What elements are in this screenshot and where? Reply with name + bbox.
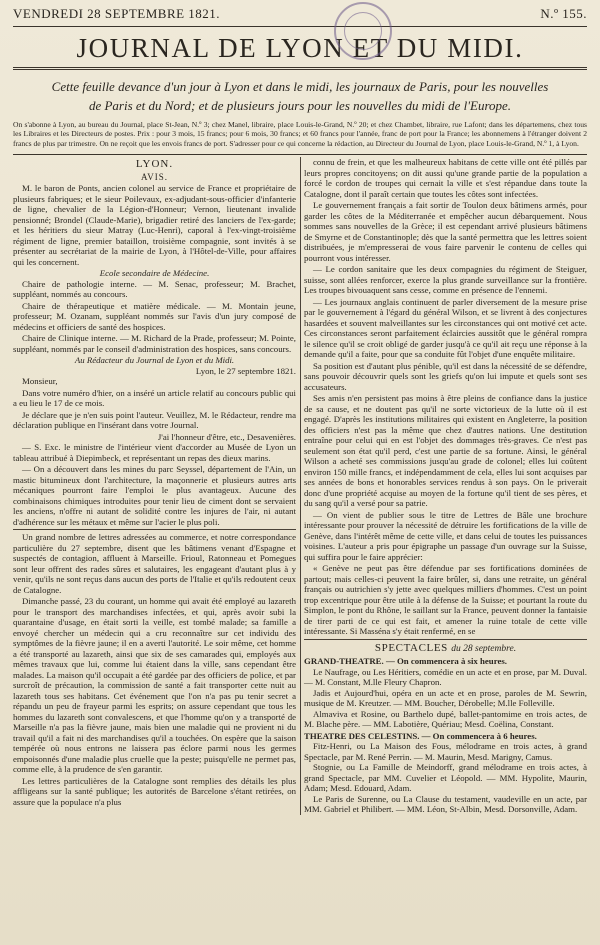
- issue-line: [13, 6, 587, 24]
- tagline-line-2: de Paris et du Nord; et de plusieurs jours pour les nouvelles du midi de l'Europe.: [88, 98, 512, 113]
- letter-dateline: Lyon, le 27 septembre 1821.: [195, 365, 296, 376]
- article-paragraph: M. le baron de Ponts, ancien colonel au service de France et propriétaire de plusieurs fabriques; et le sieur Poilevaux, ex-adjudant-sous-officier d'infanterie de ligne, chevalier de la Légion-d'Honneur; Vernon, lieutenant invalide pensionné; Brondel (Claude-Marie), brigadier retiré des lanciers de l'ex-garde; et les héritiers du sieur Matray (Luc-Henri), caporal à l'ex-vingt-troisième régiment de ligne, premier bataillon, troisième compagnie, sont invités à se présenter au secrétariat de la mairie de Lyon, à l'Hôtel-de-Ville, pour affaires qui les concernent.: [13, 183, 296, 267]
- article-paragraph: Ses amis n'en persistent pas moins à être pleins de confiance dans la justice de sa cause, et ne doutent pas qu'il ne sorte victorieux de la lutte où il est engagé. D'après les institutions militaires qui existent en Angleterre, la position des officiers n'est pas la même que chez d'autres nations. Une destitution entraîne pour celui qui en est l'objet des dommages très-graves. Ce n'est pas seulement son état qu'il perd, c'est une partie de sa fortune. Ainsi, le général Wilson a acheté ses commissions jusqu'au grade de colonel; elles lui coûtent environ 150 mille francs, et indépendamment de cela, elles lui sont acquises par ses années de bons et honorables services rendus à son pays. On le priverait donc d'une propriété acquise au moyen de la fortune qu'il tient de ses pères, et du sang qu'il a versé pour sa patrie.: [304, 393, 587, 509]
- article-paragraph: « Genève ne peut pas être défendue par ses fortifications dominées de partout; mais celles-ci peuvent la faire brûler, si, dans une retraite, un général français ou autrichien s'y jette avec quelques milliers d'hommes. C'est un point trop excentrique pour être utile à la défense de la Suisse; et pourtant la route du Simplon, le pont du Rhône, le saillant sur la France, peuvent donner la fantaisie de tirer parti de ce qui est fait, et amener la ruine totale de cette ville intéressante. Si Masséna s'y était renfermé, en se: [304, 563, 587, 637]
- subheading-ecole: Ecole secondaire de Médecine.: [99, 268, 210, 279]
- issue-date: VENDREDI 28 SEPTEMBRE 1821.: [13, 6, 221, 21]
- library-stamp-icon: [334, 2, 392, 60]
- theatre-heading: THEATRE DES CELESTINS. — On commencera à 6 heures.: [304, 730, 537, 741]
- article-paragraph: Les lettres particulières de la Catalogne sont remplies des détails les plus affligeans sur la santé publique; les autorités de Barcelone s'étant retirées, on assure que la populace n'a plus: [13, 775, 296, 807]
- section-heading-avis: AVIS.: [140, 171, 169, 182]
- divider: [13, 26, 587, 27]
- issue-number: N.º 155.: [540, 6, 587, 21]
- article-paragraph: Chaire de pathologie interne. — M. Senac, professeur; M. Brachet, suppléant, nommés au concours.: [13, 278, 296, 300]
- letter-salutation: Monsieur,: [22, 376, 58, 387]
- masthead-title: JOURNAL DE LYON ET DU MIDI.: [76, 33, 524, 63]
- article-paragraph: — S. Exc. le ministre de l'intérieur vient d'accorder au Musée de Lyon un tableau attribué à Diepimbeck, et représentant un repas des dieux marins.: [13, 442, 296, 463]
- tagline-line-1: Cette feuille devance d'un jour à Lyon et dans le midi, les journaux de Paris, pour les nouvelles: [51, 79, 549, 94]
- theatre-heading: GRAND-THEATRE. — On commencera à six heures.: [304, 656, 507, 667]
- divider: [304, 639, 587, 640]
- spectacles-listing: [304, 656, 587, 815]
- article-paragraph: connu de frein, et que les malheureux habitans de cette ville ont été pillés par leurs propres concitoyens; on dit aussi qu'une grande partie de la population a forcé le cordon de troupes qui cernait la ville et s'est répandue dans toute la Catalogne, dont il paraît certain que toutes les côtes sont infectées.: [304, 157, 587, 199]
- article-paragraph: Dans votre numéro d'hier, on a inséré un article relatif au concours public qui a eu lieu le 17 de ce mois.: [13, 387, 296, 409]
- spectacles-heading: [304, 643, 587, 655]
- listing-item: Jadis et Aujourd'hui, opéra en un acte et en prose, paroles de M. Sewrin, musique de M. Kreutzer. — MM. Boucher, Dérobelle; M.lle Folleville.: [304, 687, 587, 709]
- listing-item: Almaviva et Rosine, ou Barthelo dupé, ballet-pantomime en trois actes, de M. Blache père. — MM. Labotière, Quériau; Mesd. Coëlina, Constant.: [304, 708, 587, 730]
- article-paragraph: Chaire de Clinique interne. — M. Richard de la Prade, professeur; M. Pointe, suppléant, nommés par le conseil d'administration des hospices, sans concours.: [13, 333, 296, 354]
- article-paragraph: — Le cordon sanitaire que les deux compagnies du régiment de Steiguer, suisse, sont allées renforcer, exerce la plus grande surveillance sur la frontière. Les troupes bivouaquent sans cesse, comme en présence de l'ennemi.: [304, 264, 587, 296]
- divider: [13, 529, 296, 530]
- article-paragraph: Le gouvernement français a fait sortir de Toulon deux bâtimens armés, pour garder les côtes de la Méditerranée et empêcher aucun débarquement. Nous sommes sans nouvelles de la Grèce; il est cependant arrivé plusieurs bâtimens de Smyrne et de Constantinople; dès que la santé permettra que les lettres soient distribuées, je m'empresserai de vous faire parvenir le contenu de celles qui pourront vous intéresser.: [304, 200, 587, 263]
- letter-signature: J'ai l'honneur d'être, etc., Desavenières.: [157, 431, 296, 442]
- article-paragraph: — On vient de publier sous le titre de Lettres de Bâle une brochure intéressante pour prouver la nécessité de détruire les fortifications de la ville de Genève, dans l'intérêt même de cette ville, et dans celui de toutes les puissances voisines. L'auteur a pris pour épigraphe un passage d'un ouvrage sur la Suisse, qui suffira pour le faire apprécier:: [304, 509, 587, 562]
- tagline: [17, 77, 583, 115]
- listing-item: Le Naufrage, ou Les Héritiers, comédie en un acte et en prose, par M. Duval. — M. Constant, M.lle Fleury Chapron.: [304, 666, 587, 688]
- article-paragraph: Un grand nombre de lettres adressées au commerce, et notre correspondance particulière du 27 septembre, disent que les bâtimens venant d'Espagne et suspectés de contagion, affluent à Marseille. Frioul, Ratonneau et Pomegues sont leur offrent des rades sûres et salutaires, les engageant d'autant plus à y venir, qu'ils ne sont reçus dans aucun des ports de l'Italie et qu'ils redoutent ceux de Catalogne.: [13, 532, 296, 595]
- article-paragraph: — On a découvert dans les mines du parc Seyssel, département de l'Ain, un mastic bitumineux dont l'architecture, la maçonnerie et plusieurs autres arts mécaniques pourront faire l'emploi le plus avantageux. Aucune des combinaisons chimiques introduites pour tenir lieu de ciment dont se servaient les anciens, n'offre ni autant de solidité contre les injures de l'air, ni autant d'adhérence sur les métaux et même sur l'acier le plus poli.: [13, 464, 296, 527]
- article-paragraph: Dimanche passé, 23 du courant, un homme qui avait été employé au lazareth pour le transport des marchandises infectées, et qui, après avoir subi la quarantaine d'usage, en était sorti la veille, est tombé malade; sa famille a envoyé chercher un médecin qui a cru reconnaître sur cet individu des symptômes de la fièvre jaune; il en a averti l'autorité. Le soir même, cet homme a été transporté au lazareth, ainsi que six de ses camarades qui, employés aux mêmes travaux que lui, comme lui étaient dans la ville, sans cependant être malades. La maison qu'il occupait a été gardée par des officiers de police, et par surcroît de précaution, la commission de santé a fait transporter cette nuit au lazareth tous ses habitans. Cet événement que l'on n'a pas pu tenir secret a répandu un peu de frayeur parmi les esprits; on assure cependant que tous les hommes du lazareth sont convalescens, et que l'homme qu'on y a transporté de Marseille n'a pas la fièvre jaune, mais bien une maladie qui ne provient ni du travail qu'il a fait ni des marchandises qu'il a touchées. On espère que la saison tempérée où nous entrons ne laissera pas éclore parmi nous les germes empoisonnés d'une maladie plus cruelle que la peste; puisqu'elle ne permet pas, comme elle, à la prudence de s'en garantir.: [13, 596, 296, 775]
- listing-item: Le Paris de Surenne, ou La Clause du testament, vaudeville en un acte, par MM. Gabriel et Philibert. — MM. Léon, St-Albin, Mesd. Dorsonville, Adam.: [304, 793, 587, 815]
- article-columns: [13, 157, 587, 815]
- section-heading-lyon: LYON.: [135, 158, 174, 171]
- article-paragraph: Chaire de thérapeutique et matière médicale. — M. Montain jeune, professeur; M. Ozanam, suppléant nommés sur l'avis d'un jury composé de médecins et officiers de santé des hospices.: [13, 300, 296, 332]
- left-column: [13, 157, 296, 815]
- article-paragraph: Je déclare que je n'en suis point l'auteur. Veuillez, M. le Rédacteur, rendre ma déclaration publique en l'insérant dans votre Journal.: [13, 409, 296, 431]
- listing-item: Stognie, ou La Famille de Meindorff, grand mélodrame en trois actes, à grand Spectacle, par MM. Cuvelier et Léopold. — MM. Hypolite, Maurin, Adam; Mesd. Edouard, Adam.: [304, 762, 587, 794]
- spectacles-title: SPECTACLES: [374, 641, 448, 654]
- column-divider: [300, 157, 301, 815]
- letter-heading: Au Rédacteur du Journal de Lyon et du Midi.: [74, 355, 235, 366]
- article-paragraph: — Les journaux anglais continuent de parler diversement de la mesure prise par le gouvernement à l'égard du général Wilson, et se livrent à des conjectures hasardées et souvent malveillantes sur les circonstances qui ont motivé cet acte. Ces circonstances seront parfaitement éclaircies aussitôt que le général rompra le silence qu'il se croit obligé de garder jusqu'à ce qu'il ait reçu une réponse à la demande qu'il a faite, pour que sa conduite fût l'objet d'une enquête militaire.: [304, 296, 587, 360]
- divider: [13, 67, 587, 70]
- spectacles-date: du 28 septembre.: [451, 643, 517, 654]
- divider: [13, 154, 587, 155]
- listing-item: Fitz-Henri, ou La Maison des Fous, mélodrame en trois actes, à grand Spectacle, par M. René Perrin. — M. Maurin, Mesd. Marigny, Camus.: [304, 741, 587, 762]
- subscription-notice: On s'abonne à Lyon, au bureau du Journal, place St-Jean, N.º 3; chez Manel, libraire, place Louis-le-Grand, N.º 20; et chez Chambet, libraire, rue Lafont; dans les départemens, chez tous les Libraires et les Directeurs de postes. Prix : pour 3 mois, 15 francs; pour 6 mois, 30 francs; et 60 francs pour l'année, franc de port pour la France; les abonnemens à l'étranger doivent 2 francs de plus par trimestre. On ne reçoit que les envois francs de port. S'adresser pour ce qui concerne la rédaction, au Directeur du Journal de Lyon, place Louis-le-Grand, N.º 1, à Lyon.: [13, 120, 587, 148]
- right-column: [304, 157, 587, 815]
- article-paragraph: Sa position est d'autant plus pénible, qu'il est dans la nécessité de se défendre, sans pouvoir découvrir quels sont les griefs qu'on lui impute et quels sont ses accusateurs.: [304, 360, 587, 392]
